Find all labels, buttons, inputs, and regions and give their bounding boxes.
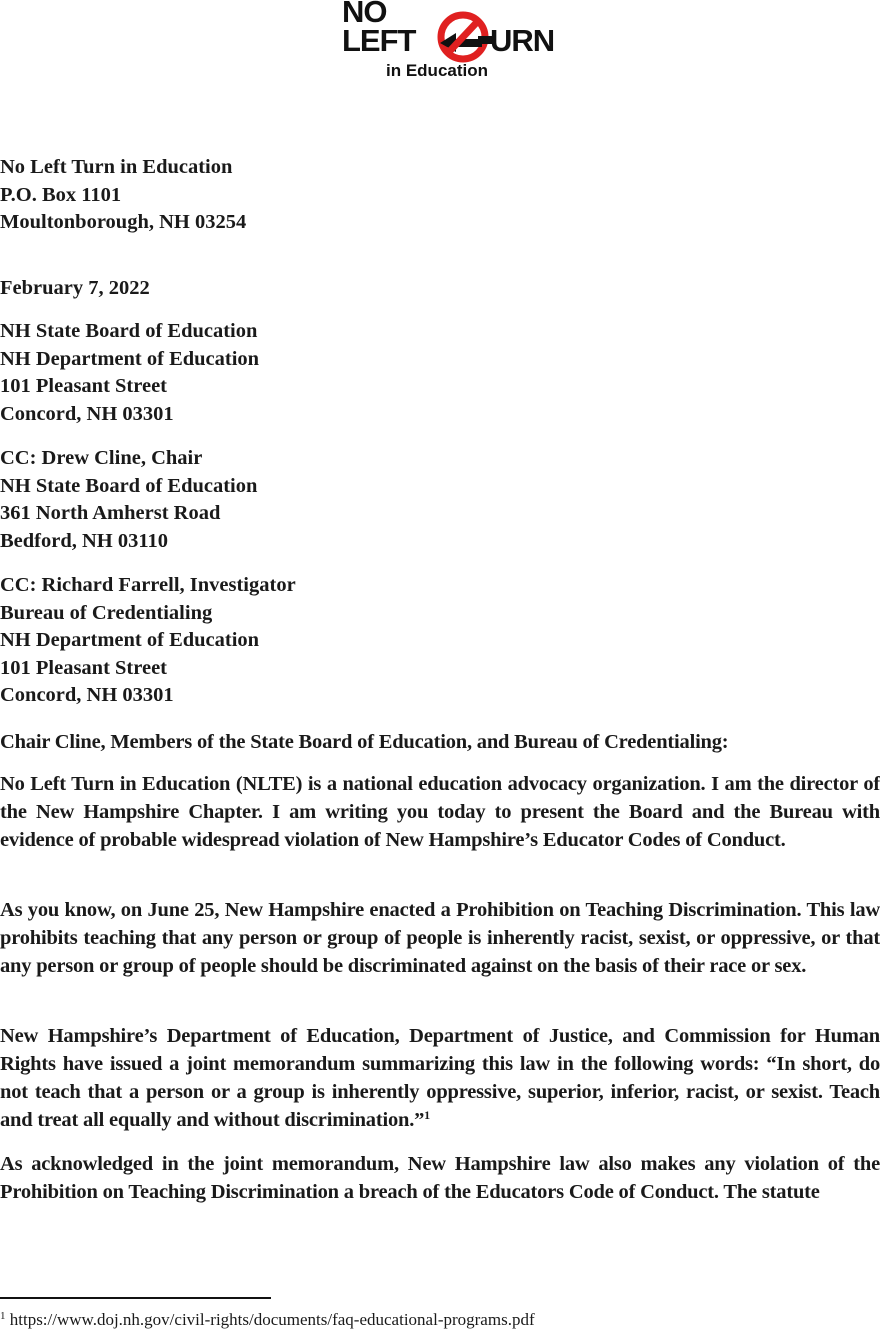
recipient-line: 101 Pleasant Street [0, 375, 168, 397]
sender-po-box: P.O. Box 1101 [0, 183, 122, 206]
cc-line: Concord, NH 03301 [0, 684, 174, 706]
cc-line: CC: Richard Farrell, Investigator [0, 574, 296, 596]
recipient-address [0, 318, 259, 428]
body-paragraph [0, 1022, 880, 1134]
logo-text-no: NO [342, 0, 387, 29]
logo-text-left: LEFT [342, 23, 416, 58]
cc-line: 101 Pleasant Street [0, 656, 168, 679]
sender-address [0, 154, 246, 237]
cc-line: 361 North Amherst Road [0, 502, 221, 524]
salutation: Chair Cline, Members of the State Board of Education, and Bureau of Credentialing: [0, 731, 729, 753]
cc-address-chair [0, 445, 257, 555]
cc-line: NH Department of Education [0, 629, 260, 651]
recipient-line: Concord, NH 03301 [0, 402, 174, 425]
footnote-divider [0, 1297, 271, 1299]
footnote-link[interactable]: https://www.doj.nh.gov/civil-rights/documents/faq-educational-programs.pdf [9, 1310, 535, 1329]
footnote-reference[interactable]: 1 [424, 1108, 430, 1122]
date-text: February 7, 2022 [0, 277, 150, 299]
logo-text-turn: URN [490, 23, 555, 58]
recipient-line: NH State Board of Education [0, 320, 258, 342]
body-paragraph: No Left Turn in Education (NLTE) is a national education advocacy organization. I am the director of the New Hampshire Chapter. I am writing you today to present the Board and the Bureau with evidence of probable widespread violation of New Hampshire’s Educator Codes of Conduct. [0, 773, 880, 851]
no-left-turn-sign-icon [436, 8, 494, 66]
footnote-number: 1 [0, 1310, 6, 1322]
recipient-line: NH Department of Education [0, 347, 260, 370]
cc-line: CC: Drew Cline, Chair [0, 447, 203, 469]
cc-address-investigator [0, 572, 296, 710]
body-paragraph: As you know, on June 25, New Hampshire enacted a Prohibition on Teaching Discrimination. This law prohibits teaching that any person or group of people is inherently racist, sexist, or oppressive, or that any person or group of people should be discriminated against on the basis of their race or sex. [0, 899, 880, 977]
sender-city: Moultonborough, NH 03254 [0, 211, 247, 233]
body-paragraph: As acknowledged in the joint memorandum, New Hampshire law also makes any violation of the Prohibition on Teaching Discrimination a breach of the Educators Code of Conduct. The statute [0, 1153, 880, 1203]
footnote [0, 1310, 535, 1330]
sender-name: No Left Turn in Education [0, 156, 233, 178]
letter-date [0, 275, 150, 303]
paragraph-text: New Hampshire’s Department of Education, Department of Justice, and Commission for Human Rights have issued a joint memorandum summarizing this law in the following words: “In short, do not teach that a person or a group is inherently oppressive, superior, inferior, racist, or sexist. Teach and treat all equally and without discrimination.” [0, 1025, 880, 1131]
logo-subtitle: in Education [386, 61, 488, 80]
organization-logo [340, 0, 565, 88]
cc-line: NH State Board of Education [0, 474, 258, 497]
cc-line: Bureau of Credentialing [0, 601, 213, 624]
cc-line: Bedford, NH 03110 [0, 529, 168, 552]
